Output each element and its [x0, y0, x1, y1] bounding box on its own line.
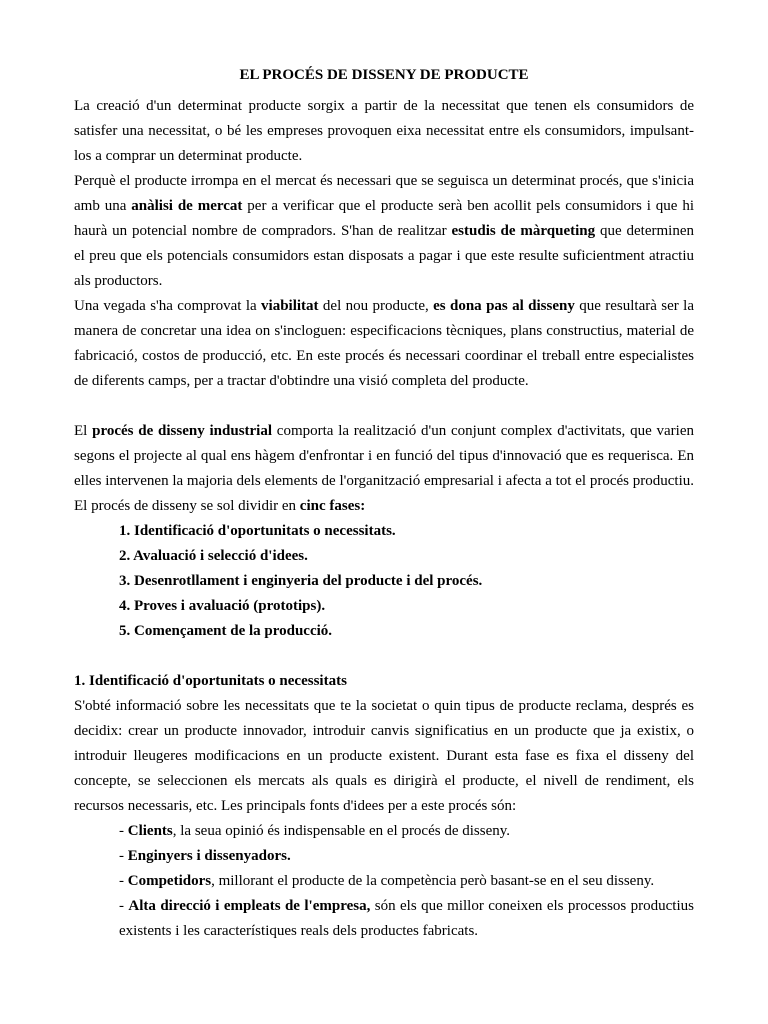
intro-paragraph: La creació d'un determinat producte sorgix a partir de la necessitat que tenen els consumidors de satisfer una necessitat, o bé les empreses provoquen eixa necessitat entre els consumidors, impulsant-los a comprar un determinat producte. — [74, 98, 694, 164]
section-heading: 1. Identificació d'oportunitats o necessitats — [74, 673, 347, 689]
page-title: EL PROCÉS DE DISSENY DE PRODUCTE — [239, 67, 529, 83]
bold-term: Clients — [127, 823, 173, 839]
source-item — [119, 894, 694, 944]
text-run: , la seua opinió és indispensable en el procés de disseny. — [172, 823, 511, 839]
bold-term: Enginyers i dissenyadors. — [127, 848, 291, 864]
dash: - — [119, 823, 128, 839]
text-run: són els que millor coneixen els processos productius existents i les característiques reals dels productes fabricats. — [119, 898, 694, 939]
phases-list — [74, 519, 694, 644]
phase-item: 3. Desenrotllament i enginyeria del producte i del procés. — [119, 573, 483, 589]
bold-term: cinc fases: — [299, 498, 366, 514]
bold-term: estudis de màrqueting — [451, 223, 596, 239]
text-run: , millorant el producte de la competència però basant-se en el seu disseny. — [211, 873, 655, 889]
text-run: que determinen el preu que els potencials consumidors estan disposats a pagar i que este resulte suficientment atractiu als productors. — [74, 223, 694, 289]
bold-term: anàlisi de mercat — [131, 198, 243, 214]
text-run: Una vegada s'ha comprovat la — [74, 298, 262, 314]
source-item — [119, 819, 694, 844]
text-run: El — [74, 423, 93, 439]
source-item — [119, 869, 694, 894]
text-run: Perquè el producte irrompa en el mercat és necessari que se seguisca un determinat procés, que s'inicia amb una — [74, 173, 694, 214]
dash: - — [119, 898, 129, 914]
viability-paragraph — [74, 294, 694, 394]
phase-item: 1. Identificació d'oportunitats o necessitats. — [119, 523, 396, 539]
bold-term: viabilitat — [261, 298, 319, 314]
phase-item: 2. Avaluació i selecció d'idees. — [119, 548, 308, 564]
phase-item: 4. Proves i avaluació (prototips). — [119, 598, 326, 614]
text-run: del nou producte, — [318, 298, 434, 314]
bold-term: Competidors — [127, 873, 212, 889]
market-paragraph — [74, 169, 694, 294]
dash: - — [119, 873, 128, 889]
text-run: que resultarà ser la manera de concretar una idea on s'incloguen: especificacions tècniques, plans constructius, material de fabricació, costos de producció, etc. En este procés és necessari coordinar el treball entre especialistes de diferents camps, per a tractar d'obtindre una visió completa del producte. — [74, 298, 694, 389]
bold-term: es dona pas al disseny — [433, 298, 575, 314]
sources-list — [74, 819, 694, 944]
source-item — [119, 844, 694, 869]
blank-line — [74, 394, 694, 419]
bold-term: procés de disseny industrial — [92, 423, 273, 439]
dash: - — [119, 848, 128, 864]
bold-term: Alta direcció i empleats de l'empresa, — [128, 898, 371, 914]
section-body: S'obté informació sobre les necessitats que te la societat o quin tipus de producte reclama, després es decidix: crear un producte innovador, introduir canvis significatius en un producte que ja existix, o introduir lleugeres modificacions en un producte existent. Durant esta fase es fixa el disseny del concepte, se seleccionen els mercats als quals es dirigirà el producte, el nivell de rendiment, els recursos necessaris, etc. Les principals fonts d'idees per a este procés són: — [74, 698, 694, 814]
industrial-design-paragraph — [74, 419, 694, 519]
text-run: comporta la realització d'un conjunt complex d'activitats, que varien segons el projecte al qual ens hàgem d'enfrontar i en funció del tipus d'innovació que es requerisca. En elles intervenen la majoria dels elements de l'organització empresarial i afecta a tot el procés productiu. El procés de disseny se sol dividir en — [74, 423, 694, 514]
blank-line — [74, 644, 694, 669]
text-run: per a verificar que el producte serà ben acollit pels consumidors i que hi haurà un potencial nombre de compradors. S'han de realitzar — [74, 198, 695, 239]
phase-item: 5. Començament de la producció. — [119, 623, 333, 639]
